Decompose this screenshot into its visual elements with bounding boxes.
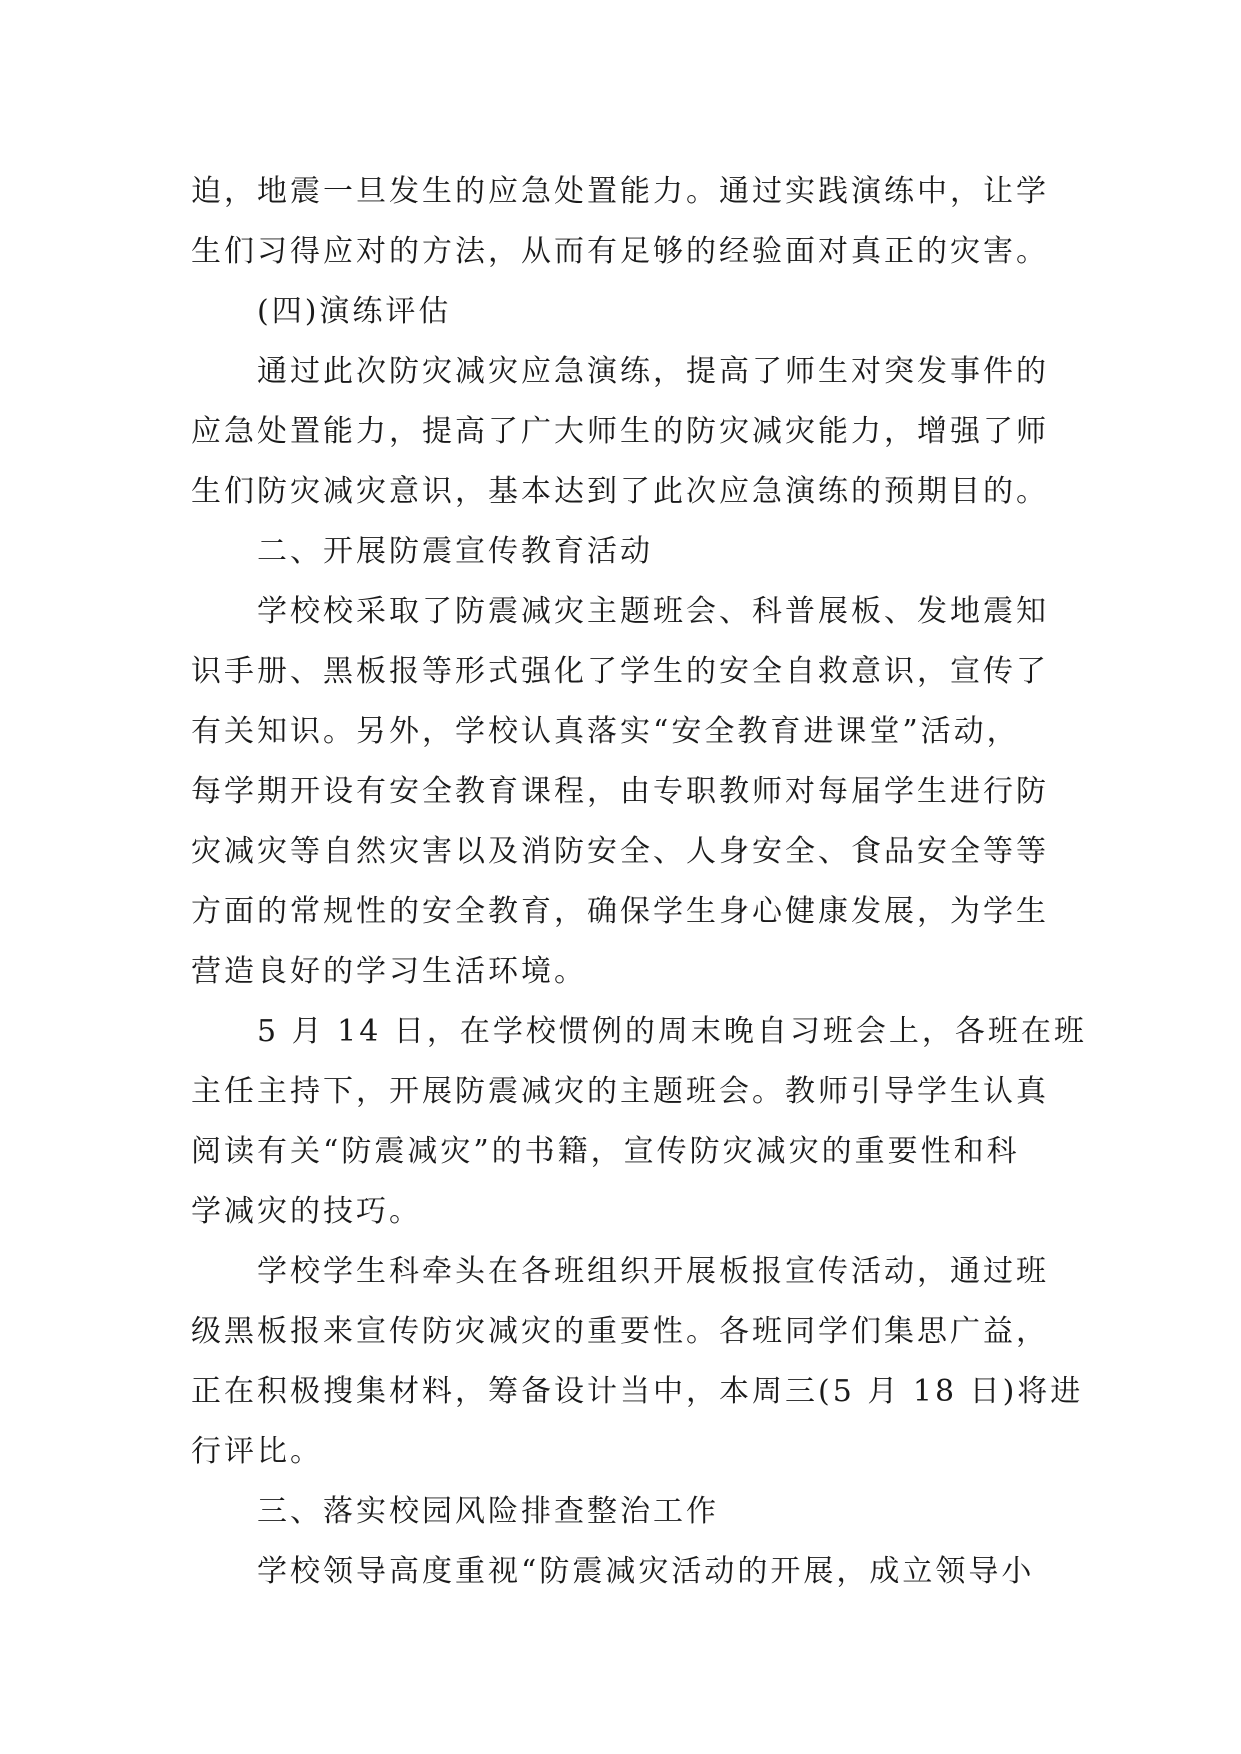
text-line: 主任主持下，开展防震减灾的主题班会。教师引导学生认真 [191,1074,1049,1109]
text-line: 灾减灾等自然灾害以及消防安全、人身安全、食品安全等等 [191,834,1049,869]
text-line: 学校领导高度重视“防震减灾活动的开展，成立领导小 [257,1554,1035,1589]
text-line: 学减灾的技巧。 [191,1194,422,1229]
text-line: 每学期开设有安全教育课程，由专职教师对每届学生进行防 [191,774,1049,809]
text-line: 行评比。 [191,1434,323,1469]
text-line: 通过此次防灾减灾应急演练，提高了师生对突发事件的 [257,354,1049,389]
text-line: 二、开展防震宣传教育活动 [257,534,653,569]
text-line: 识手册、黑板报等形式强化了学生的安全自救意识，宣传了 [191,654,1049,689]
document-body [191,162,1087,1602]
text-line: 生们习得应对的方法，从而有足够的经验面对真正的灾害。 [191,234,1049,269]
text-line: 应急处置能力，提高了广大师生的防灾减灾能力，增强了师 [191,414,1049,449]
text-line: 有关知识。另外，学校认真落实“安全教育进课堂”活动， [191,714,1020,749]
text-line: 方面的常规性的安全教育，确保学生身心健康发展，为学生 [191,894,1049,929]
text-line: 迫，地震一旦发生的应急处置能力。通过实践演练中，让学 [191,174,1049,209]
text-line: 学校校采取了防震减灾主题班会、科普展板、发地震知 [257,594,1049,629]
text-line: 三、落实校园风险排查整治工作 [257,1494,719,1529]
text-line: 正在积极搜集材料，筹备设计当中，本周三(5 月 18 日)将进 [191,1374,1084,1409]
text-line: 阅读有关“防震减灾”的书籍，宣传防灾减灾的重要性和科 [191,1134,1020,1169]
text-line: 营造良好的学习生活环境。 [191,954,587,989]
text-line: 5 月 14 日，在学校惯例的周末晚自习班会上，各班在班 [257,1014,1087,1049]
text-line: 级黑板报来宣传防灾减灾的重要性。各班同学们集思广益， [191,1314,1049,1349]
text-line: 生们防灾减灾意识，基本达到了此次应急演练的预期目的。 [191,474,1049,509]
text-line: 学校学生科牵头在各班组织开展板报宣传活动，通过班 [257,1254,1049,1289]
text-line: (四)演练评估 [257,294,452,329]
